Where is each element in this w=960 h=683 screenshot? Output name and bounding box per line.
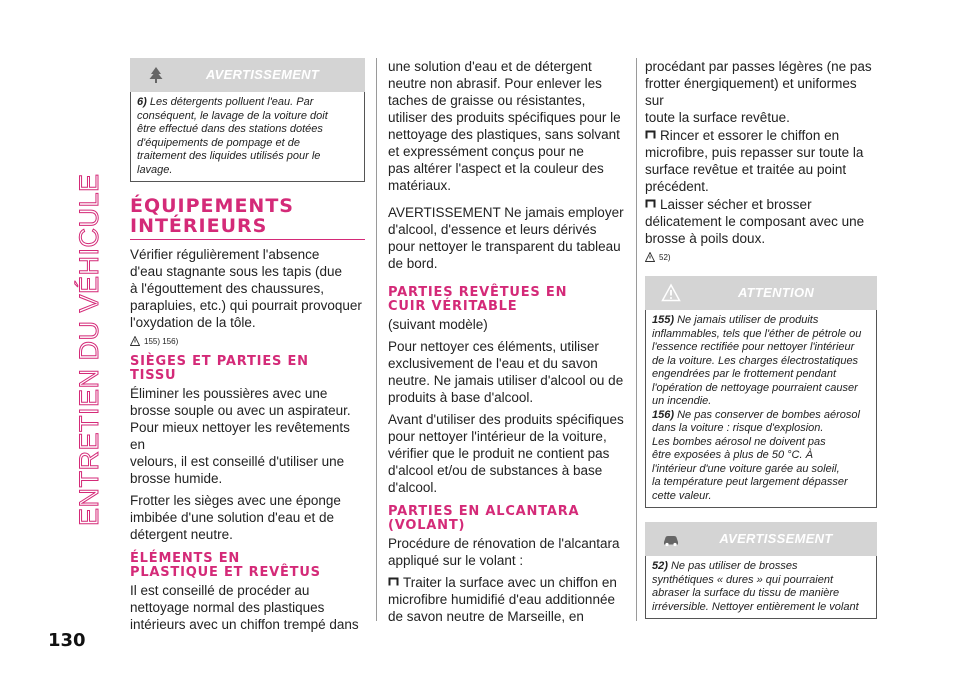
column-2	[388, 58, 628, 630]
text-line: Pour nettoyer ces éléments, utiliser	[388, 339, 599, 354]
text-line: taches de graisse ou résistantes,	[388, 93, 586, 108]
text-line: pour nettoyer le transparent du tableau	[388, 239, 621, 254]
paragraph	[130, 582, 365, 633]
text-line: appliqué sur le volant :	[388, 553, 524, 568]
text-line: nettoyage des plastiques, sans solvant	[388, 127, 620, 142]
warning-banner-2	[645, 522, 877, 556]
text-line: l'intérieur d'une voiture garée au soleil,	[652, 462, 840, 475]
text-line: engendrées par le frottement pendant	[652, 368, 837, 380]
text-line: brosse souple ou avec un aspirateur.	[130, 403, 351, 418]
text-line: la température peut largement dépasser	[652, 476, 848, 488]
paragraph	[388, 204, 628, 272]
text-line: délicatement le composant avec une	[645, 214, 865, 229]
text-line: être exposées à plus de 50 °C. À	[652, 449, 813, 461]
warning2-title: AVERTISSEMENT	[719, 531, 833, 546]
text-line: l'essence rectifiée pour nettoyer l'intérieur	[652, 341, 855, 353]
text-line: nettoyage normal des plastiques	[130, 600, 325, 615]
text-line: pas altérer l'aspect et la couleur des	[388, 161, 604, 176]
text-line: vérifier que le produit ne contient pas	[388, 446, 610, 461]
heading-sieges	[130, 355, 365, 382]
text-line: microfibre humidifié d'eau additionnée	[388, 592, 615, 607]
text-line: détergent neutre.	[130, 527, 233, 542]
warning-references	[130, 336, 365, 346]
heading-line: SIÈGES ET PARTIES EN	[130, 354, 309, 369]
text-line: surface revêtue et traitée au point	[645, 162, 847, 177]
text-line: frotter énergiquement) et uniformes sur	[645, 76, 857, 108]
heading-line: TISSU	[130, 367, 177, 383]
text-line: d'alcool.	[388, 480, 438, 495]
warning-line: lavage.	[137, 163, 173, 176]
bullet-icon	[645, 199, 656, 208]
heading-line: ÉLÉMENTS EN	[130, 551, 241, 566]
warning-title: AVERTISSEMENT	[205, 67, 320, 82]
attention-box	[645, 310, 877, 508]
warning-line: Les détergents polluent l'eau. Par	[149, 96, 314, 108]
paragraph	[388, 316, 628, 333]
text-line: dans la voiture : risque d'explosion.	[652, 422, 824, 434]
text-line: à l'égouttement des chaussures,	[130, 281, 324, 296]
bullet-icon	[645, 130, 656, 139]
text-line: Éliminer les poussières avec une	[130, 386, 328, 401]
text-line: inflammables, tels que l'éther de pétrole ou	[652, 327, 862, 340]
text-line: neutre non abrasif. Pour enlever les	[388, 76, 602, 91]
text-line: matériaux.	[388, 178, 452, 193]
warning-line: être effectué dans des stations dotées	[137, 123, 323, 135]
text-line: Avant d'utiliser des produits spécifiques	[388, 412, 624, 427]
paragraph	[388, 535, 628, 569]
text-line: AVERTISSEMENT Ne jamais employer	[388, 205, 624, 220]
text-line: irréversible. Nettoyer entièrement le volant	[652, 600, 859, 613]
text-line: Il est conseillé de procéder au	[130, 583, 310, 598]
text-line: intérieurs avec un chiffon trempé dans	[130, 617, 359, 632]
text-line: une solution d'eau et de détergent	[388, 59, 592, 74]
heading-line: PARTIES REVÊTUES EN	[388, 285, 568, 300]
paragraph	[388, 338, 628, 406]
text-line: velours, il est conseillé d'utiliser une	[130, 454, 345, 469]
paragraph	[388, 58, 628, 194]
section-side-title	[60, 60, 120, 530]
side-title-text: ENTRETIEN DU VÉHICULE	[74, 173, 104, 526]
text-line: d'alcool, d'essence et leurs dérivés	[388, 222, 597, 237]
text-line: l'opération de nettoyage pourraient causer	[652, 381, 858, 394]
warning2-box	[645, 556, 877, 619]
text-line: Laisser sécher et brosser	[660, 197, 812, 212]
text-line: Ne pas conserver de bombes aérosol	[677, 408, 860, 421]
text-line: pour nettoyer l'intérieur de la voiture,	[388, 429, 607, 444]
warning-line: d'équipements de pompage et de	[137, 136, 300, 149]
text-line: Ne jamais utiliser de produits	[677, 314, 819, 326]
warning-references	[645, 252, 877, 262]
reference-numbers: 155) 156)	[144, 336, 179, 346]
attention-title: ATTENTION	[737, 285, 815, 300]
heading-line: PLASTIQUE ET REVÊTUS	[130, 564, 321, 580]
text-line: abraser la surface du tissu de manière	[652, 587, 840, 599]
bullet-icon	[388, 577, 399, 586]
text-line: procédant par passes légères (ne pas	[645, 59, 872, 74]
warning-triangle-icon	[645, 252, 655, 262]
text-line: imbibée d'une solution d'eau et de	[130, 510, 335, 525]
text-line: Rincer et essorer le chiffon en	[660, 128, 840, 143]
text-line: cette valeur.	[652, 489, 712, 502]
text-line: Ne pas utiliser de brosses	[670, 560, 798, 572]
warning-triangle-icon	[130, 336, 140, 346]
text-line: parapluies, etc.) qui pourrait provoquer	[130, 298, 362, 313]
text-line: produits à base d'alcool.	[388, 390, 534, 405]
heading-plastique	[130, 552, 365, 579]
text-line: brosse à poils doux.	[645, 231, 766, 246]
text-line: l'oxydation de la tôle.	[130, 315, 256, 330]
text-line: neutre. Ne jamais utiliser d'alcool ou de	[388, 373, 624, 388]
heading-line: PARTIES EN ALCANTARA	[388, 504, 580, 519]
heading-cuir	[388, 286, 628, 313]
text-line: synthétiques « dures » qui pourraient	[652, 573, 834, 586]
warning-number: 52)	[652, 560, 668, 572]
text-line: de bord.	[388, 256, 438, 271]
bullet-item	[388, 574, 628, 625]
attention-number: 156)	[652, 408, 675, 421]
text-line: microfibre, puis repasser sur toute la	[645, 145, 864, 160]
heading-line: CUIR VÉRITABLE	[388, 298, 518, 314]
bullet-item	[645, 127, 877, 195]
heading-alcantara	[388, 505, 628, 532]
column-divider	[636, 58, 637, 621]
text-line: un incendie.	[652, 395, 712, 407]
text-line: utiliser des produits spécifiques pour le	[388, 110, 621, 125]
paragraph	[130, 246, 365, 331]
text-line: Procédure de rénovation de l'alcantara	[388, 536, 620, 551]
attention-number: 155)	[652, 314, 675, 326]
heading-line: INTÉRIEURS	[130, 215, 268, 237]
text-line: d'alcool et/ou de substances à base	[388, 463, 603, 478]
text-line: de la voiture. Les charges électrostatiques	[652, 354, 859, 367]
text-line: (suivant modèle)	[388, 317, 488, 332]
warning-line: conséquent, le lavage de la voiture doit	[137, 109, 328, 122]
heading-line: (VOLANT)	[388, 517, 466, 533]
warning-line: traitement des liquides utilisés pour le	[137, 150, 321, 162]
text-line: et expressément conçus pour ne	[388, 144, 584, 159]
text-line: de savon neutre de Marseille, en	[388, 609, 584, 624]
text-line: d'eau stagnante sous les tapis (due	[130, 264, 342, 279]
paragraph	[645, 58, 877, 126]
warning-box	[130, 92, 365, 182]
text-line: brosse humide.	[130, 471, 223, 486]
text-line: Vérifier régulièrement l'absence	[130, 247, 320, 262]
text-line: Traiter la surface avec un chiffon en	[403, 575, 617, 590]
column-divider	[376, 58, 377, 621]
column-3	[645, 58, 877, 619]
column-1	[130, 58, 365, 638]
text-line: précédent.	[645, 179, 709, 194]
page-number: 130	[48, 630, 86, 651]
heading-line: ÉQUIPEMENTS	[130, 195, 294, 217]
text-line: Les bombes aérosol ne doivent pas	[652, 435, 826, 448]
attention-banner	[645, 276, 877, 310]
warning-banner	[130, 58, 365, 92]
text-line: Frotter les sièges avec une éponge	[130, 493, 341, 508]
text-line: toute la surface revêtue.	[645, 110, 790, 125]
paragraph	[388, 411, 628, 496]
paragraph	[130, 385, 365, 487]
text-line: Pour mieux nettoyer les revêtements en	[130, 420, 350, 452]
warning-number: 6)	[137, 96, 147, 108]
reference-numbers: 52)	[659, 252, 671, 262]
bullet-item	[645, 196, 877, 247]
heading-equipements-interieurs	[130, 196, 365, 240]
text-line: exclusivement de l'eau et du savon	[388, 356, 598, 371]
paragraph	[130, 492, 365, 543]
